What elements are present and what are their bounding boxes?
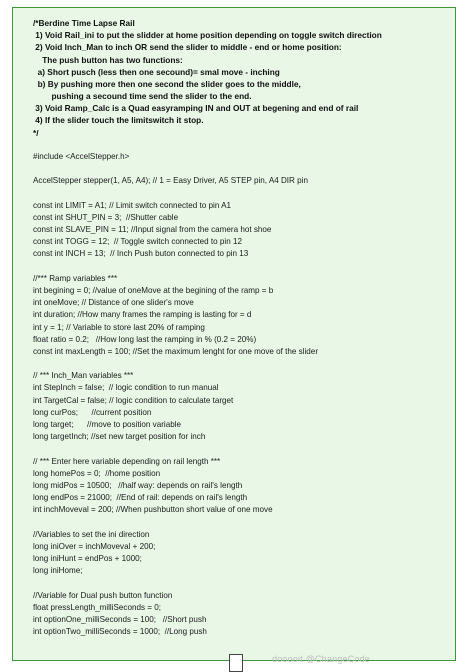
code-line: float pressLength_milliSeconds = 0; (33, 602, 162, 612)
scroll-handle[interactable] (229, 654, 243, 672)
code-line: long iniHome; (33, 566, 83, 576)
watermark: dooooit @ChangeCode (272, 654, 371, 664)
code-line: int optionTwo_milliSeconds = 1000; //Long push (33, 627, 207, 636)
code-line: 1) Void Rail_ini to put the slidder at home position depending on toggle switch direction (33, 30, 382, 41)
code-line: 4) If the slider touch the limitswitch it stop. (33, 115, 204, 126)
code-line: int duration; //How many frames the ramping is lasting for = d (33, 310, 252, 320)
code-line: // *** Inch_Man variables *** (33, 371, 134, 381)
code-line: float ratio = 0.2; //How long last the ramping in % (0.2 = 20%) (33, 334, 257, 344)
code-line: long iniHunt = endPos + 1000; (33, 553, 142, 563)
code-line: //Variable for Dual push button function (33, 590, 173, 600)
code-line: const int SLAVE_PIN = 11; //Input signal from the camera hot shoe (33, 225, 272, 235)
code-line: const int maxLength = 100; //Set the maximum lenght for one move of the slider (33, 346, 319, 356)
code-line: long endPos = 21000; //End of rail: depends on rail's length (33, 493, 248, 502)
code-line: */ (33, 127, 39, 138)
code-line: long iniOver = inchMoveval + 200; (33, 541, 156, 551)
code-line: int TargetCal = false; // logic condition to calculate target (33, 395, 234, 405)
code-line: long targetInch; //set new target position for inch (33, 432, 206, 442)
code-line: const int LIMIT = A1; // Limit switch connected to pin A1 (33, 200, 232, 210)
code-line: long target; //move to position variable (33, 419, 182, 429)
code-line: const int TOGG = 12; // Toggle switch connected to pin 12 (33, 237, 242, 247)
code-line: const int SHUT_PIN = 3; //Shutter cable (33, 212, 179, 222)
code-line: pushing a secound time send the slider to the end. (33, 91, 252, 102)
code-line: #include <AccelStepper.h> (33, 152, 130, 161)
code-line: b) By pushing more then one second the slider goes to the middle, (33, 78, 301, 89)
code-line: //*** Ramp variables *** (33, 273, 118, 283)
code-line: /*Berdine Time Lapse Rail (33, 18, 135, 28)
code-line: long homePos = 0; //home position (33, 468, 161, 478)
code-line: The push button has two functions: (33, 54, 183, 65)
code-line: int optionOne_milliSeconds = 100; //Short push (33, 614, 207, 624)
code-line: AccelStepper stepper(1, A5, A4); // 1 = Easy Driver, A5 STEP pin, A4 DIR pin (33, 176, 308, 186)
code-line: int oneMove; // Distance of one slider's move (33, 298, 194, 308)
code-line: 3) Void Ramp_Calc is a Quad easyramping IN and OUT at begening and end of rail (33, 103, 359, 114)
code-line: 2) Void Inch_Man to inch OR send the slider to middle - end or home position: (33, 42, 342, 53)
code-line: long curPos; //current position (33, 407, 152, 417)
code-line: a) Short pusch (less then one secound)= smal move - inching (33, 66, 280, 77)
code-line: const int INCH = 13; // Inch Push buton connected to pin 13 (33, 249, 249, 259)
code-line: int StepInch = false; // logic condition to run manual (33, 383, 219, 393)
code-line: int begining = 0; //value of oneMove at the begining of the ramp = b (33, 286, 274, 295)
code-line: int inchMoveval = 200; //When pushbutton short value of one move (33, 505, 273, 515)
code-line: // *** Enter here variable depending on rail length *** (33, 456, 221, 466)
code-panel (12, 7, 456, 661)
code-line: int y = 1; // Variable to store last 20% of ramping (33, 322, 205, 332)
code-line: long midPos = 10500; //half way: depends on rail's length (33, 480, 243, 490)
code-line: //Variables to set the ini direction (33, 529, 150, 539)
